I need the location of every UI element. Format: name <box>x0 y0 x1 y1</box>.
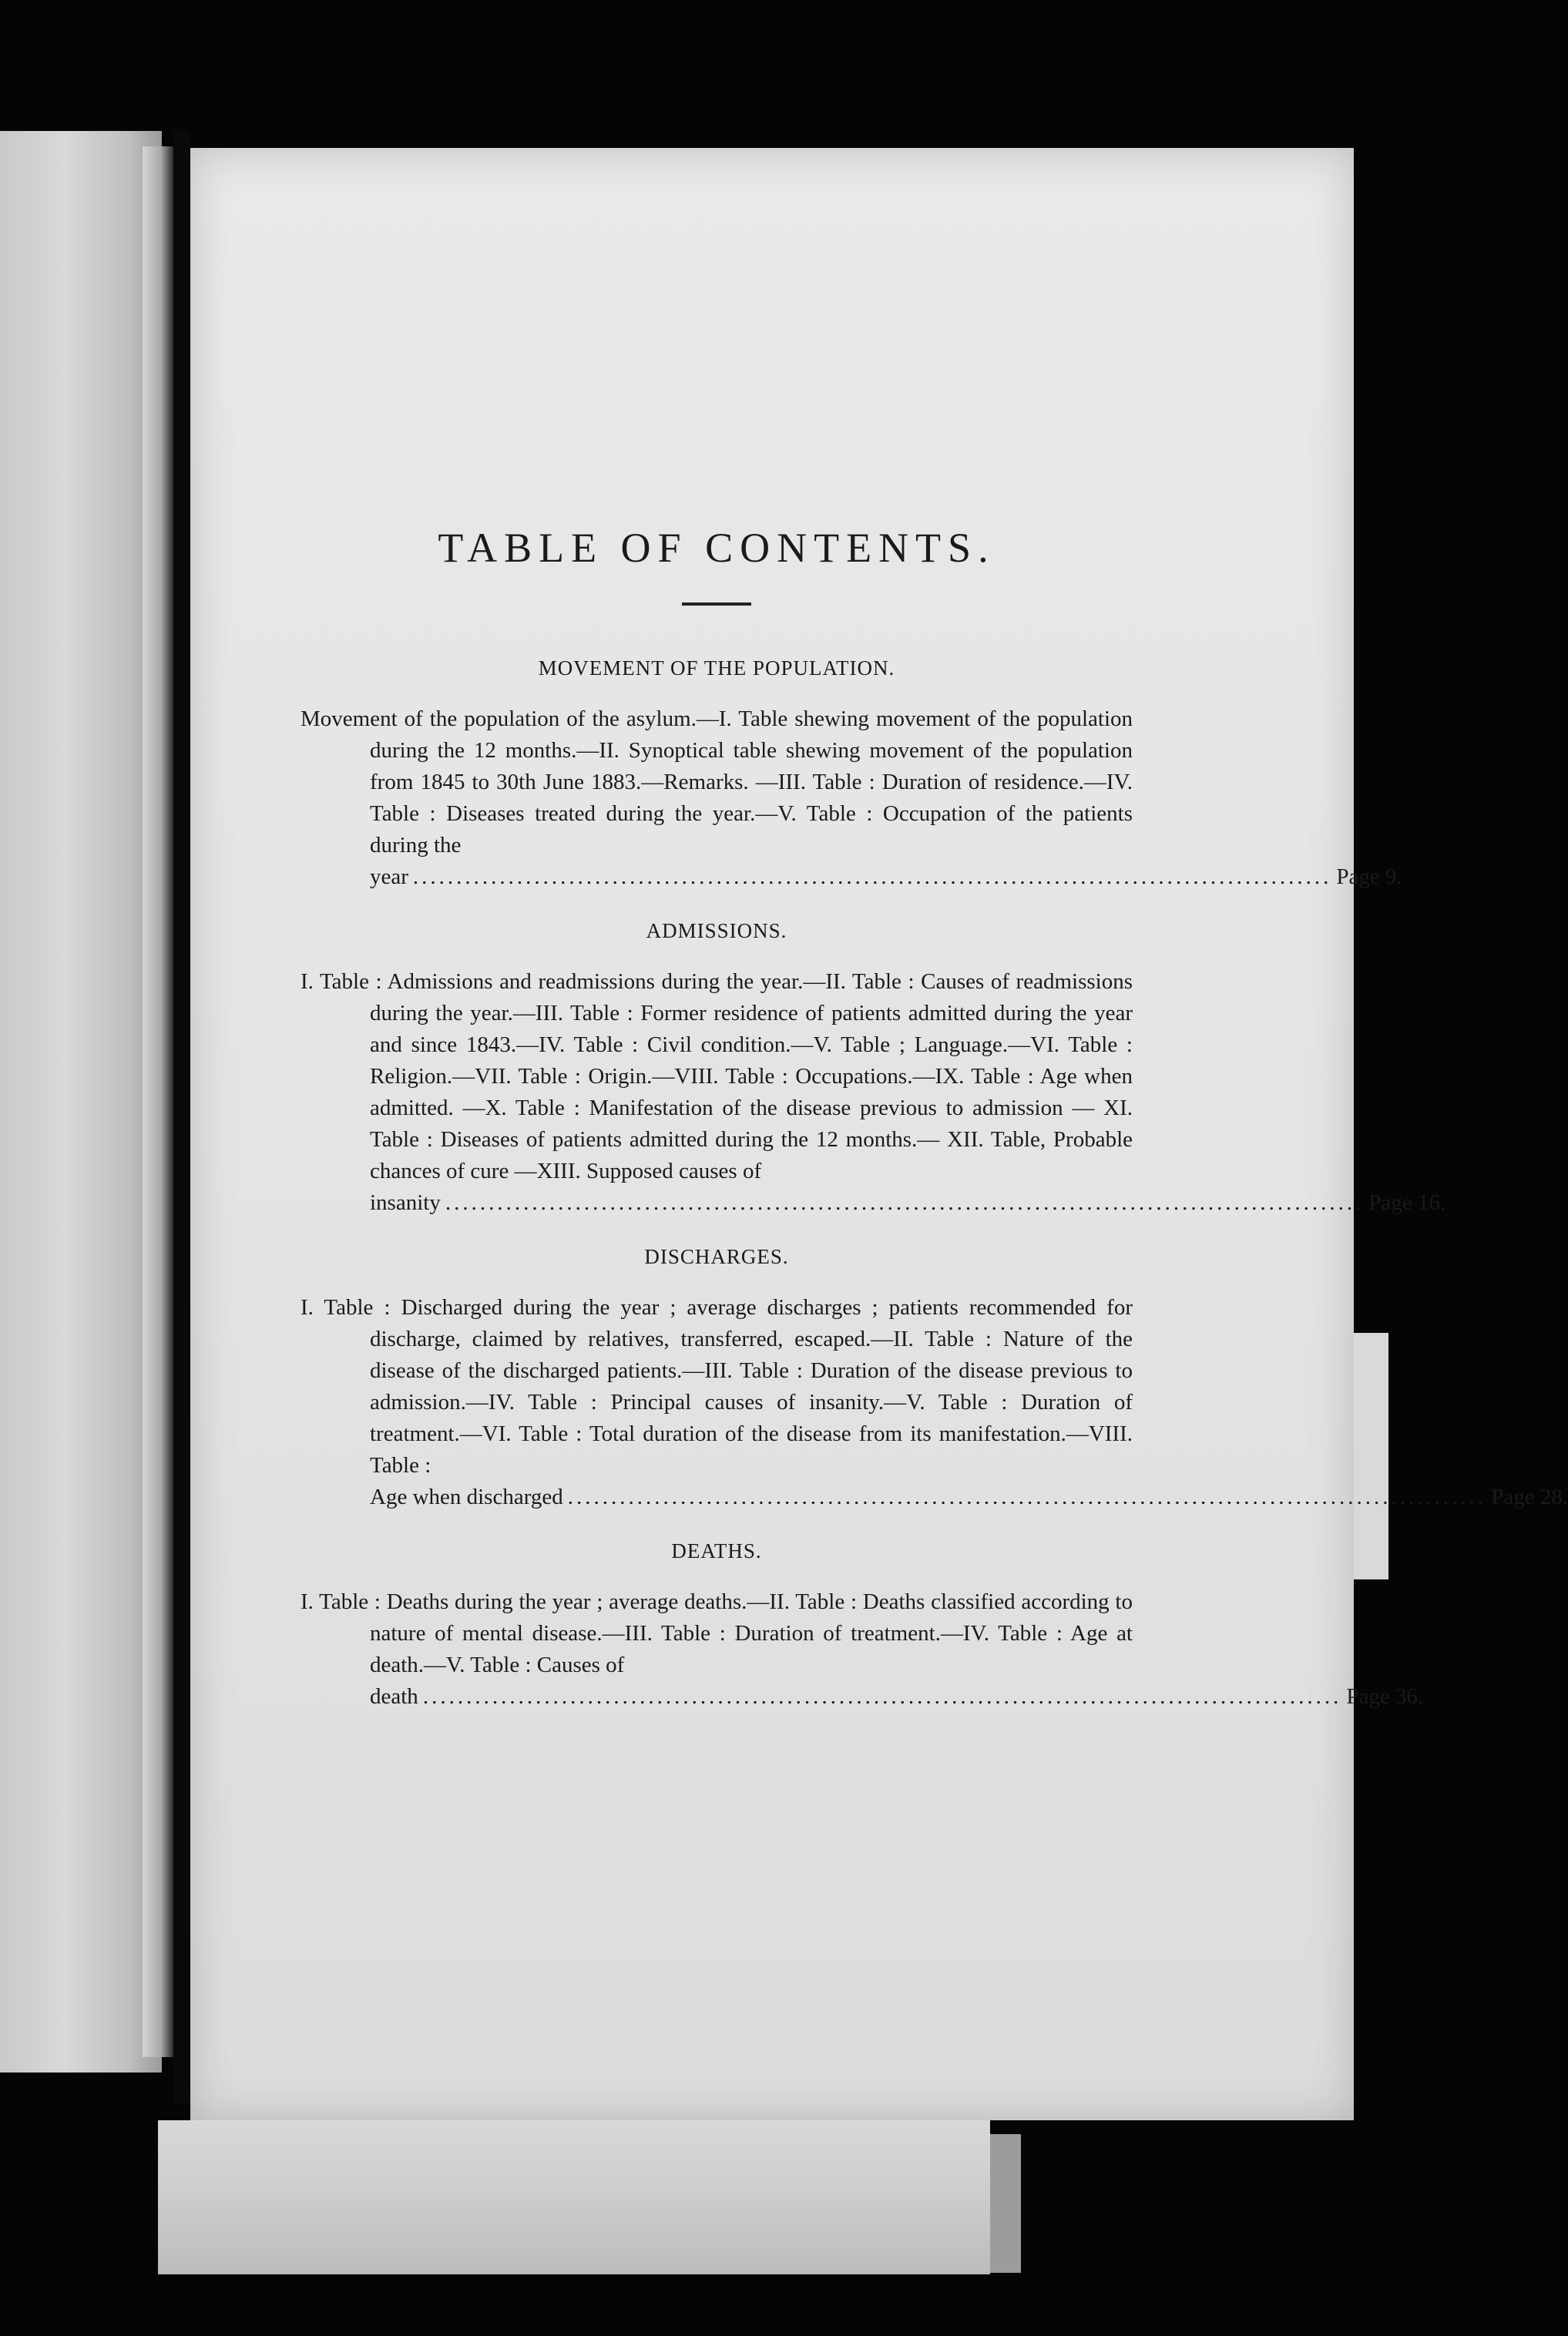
leader-line <box>301 1187 1446 1219</box>
table-of-contents <box>301 524 1568 1739</box>
facing-page <box>0 131 162 2073</box>
section-entry-text: I. Table : Admissions and readmissions during the year.—II. Table : Causes of readmissions during the year.—III. Table : Former residence of patients admitted during the year and since 1843.—IV. Table : Civil condition.—V. Table ; Language.—VI. Table : Religion.—VII. Table : Origin.—VIII. Table : Occupations.—IX. Table : Age when admitted. —X. Table : Manifestation of the disease previous to admission — XI. Table : Diseases of patients admitted during the 12 months.— XII. Table, Probable chances of cure —XIII. Supposed causes of <box>301 969 1133 1183</box>
entry-last-word: Age when discharged <box>370 1485 563 1509</box>
entry-last-word: insanity <box>370 1190 441 1215</box>
book-gutter <box>173 131 190 2103</box>
toc-section-admissions <box>301 919 1446 1219</box>
section-entry-text: I. Table : Discharged during the year ; average discharges ; patients recommended for discharge, claimed by relatives, transferred, escaped.—II. Table : Nature of the disease of the discharged patients.—III. Table : Duration of the disease previous to admission.—IV. Table : Principal causes of insanity.—V. Table : Duration of treatment.—VI. Table : Total duration of the disease from its manifestation.—VIII. Table : <box>301 1295 1133 1478</box>
dot-leader: .......................................................................................................... <box>422 1684 1342 1709</box>
title-rule <box>682 602 751 606</box>
page-reference: Page 28. <box>1491 1485 1568 1509</box>
dot-leader: .......................................................................................................... <box>445 1190 1365 1215</box>
underlying-page-shadow <box>990 2134 1021 2273</box>
section-heading: DISCHARGES. <box>644 1245 789 1268</box>
toc-section-deaths <box>301 1539 1424 1713</box>
section-heading: ADMISSIONS. <box>646 919 787 942</box>
leader-line <box>301 861 1402 893</box>
section-heading: MOVEMENT OF THE POPULATION. <box>538 656 895 680</box>
section-entry-text: Movement of the population of the asylum.—I. Table shewing movement of the population during the 12 months.—II. Synoptical table shewing movement of the population from 1845 to 30th June 1883.—Remarks. —III. Table : Duration of residence.—IV. Table : Diseases treated during the year.—V. Table : Occupation of the patients during the <box>301 707 1133 858</box>
toc-section-discharges <box>301 1245 1568 1513</box>
section-heading: DEATHS. <box>671 1539 762 1562</box>
page-title: TABLE OF CONTENTS. <box>438 525 996 571</box>
leader-line <box>301 1681 1424 1713</box>
toc-section-movement <box>301 656 1402 893</box>
entry-last-word: death <box>370 1684 418 1709</box>
page-reference: Page 36. <box>1346 1684 1424 1709</box>
entry-last-word: year <box>370 864 408 889</box>
dot-leader: .......................................................................................................... <box>412 864 1332 889</box>
underlying-page-strip <box>158 2120 990 2274</box>
page-reference: Page 16. <box>1368 1190 1446 1215</box>
leader-line <box>301 1482 1568 1513</box>
facing-page-edge <box>143 146 173 2057</box>
page-reference: Page 9. <box>1336 864 1402 889</box>
section-entry-text: I. Table : Deaths during the year ; average deaths.—II. Table : Deaths classified according to nature of mental disease.—III. Table : Duration of treatment.—IV. Table : Age at death.—V. Table : Causes of <box>301 1589 1133 1677</box>
dot-leader: .......................................................................................................... <box>567 1485 1487 1509</box>
